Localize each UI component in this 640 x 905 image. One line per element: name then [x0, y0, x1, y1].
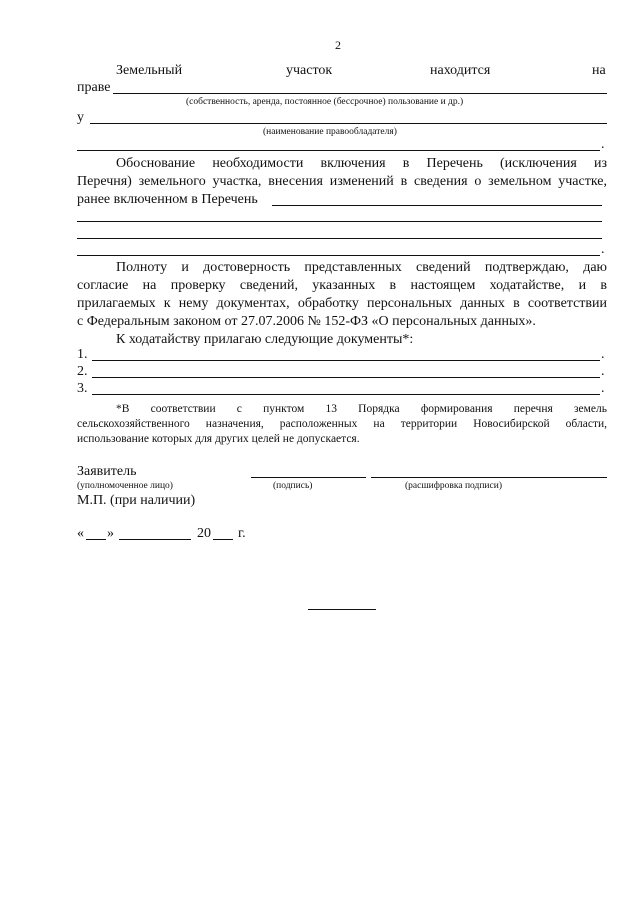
decoding-caption: (расшифровка подписи)	[405, 481, 502, 491]
justification-field-4[interactable]	[77, 255, 600, 256]
footnote-line-2: сельскохозяйственного назначения, расположенных на территории Новосибирской области,	[77, 418, 607, 430]
land-word-3: находится	[430, 63, 491, 78]
consent-line-2: согласие на проверку сведений, указанных в настоящем ходатайстве, и в	[77, 278, 607, 293]
signature-decoding-field[interactable]	[371, 477, 607, 478]
attachment-field-1[interactable]	[92, 360, 600, 361]
signature-caption: (подпись)	[273, 481, 313, 491]
justification-line-2: Перечня) земельного участка, внесения изменений в сведения о земельном участке,	[77, 174, 607, 189]
attachments-intro: К ходатайству прилагаю следующие документы*:	[116, 332, 414, 347]
holder-caption: (наименование правообладателя)	[263, 127, 397, 137]
attachment-end-1: .	[601, 347, 605, 362]
footnote-line-3: использование которых для других целей не допускается.	[77, 433, 360, 445]
right-type-caption: (собственность, аренда, постоянное (бессрочное) пользование и др.)	[186, 97, 464, 107]
land-word-1: Земельный	[116, 63, 183, 78]
land-word-2: участок	[286, 63, 333, 78]
justification-field-2[interactable]	[77, 221, 602, 222]
closing-separator	[308, 609, 376, 610]
land-word-4: на	[592, 63, 606, 78]
right-prefix: праве	[77, 80, 111, 95]
date-month-field[interactable]	[119, 539, 191, 540]
page-number: 2	[335, 38, 341, 52]
right-type-field[interactable]	[113, 93, 607, 94]
justification-end: .	[601, 242, 605, 257]
date-year-prefix: 20	[197, 526, 211, 541]
holder-line-end: .	[601, 137, 605, 152]
attachment-number-1: 1.	[77, 347, 88, 362]
attachment-end-2: .	[601, 364, 605, 379]
date-year-suffix: г.	[238, 526, 246, 541]
justification-field-1[interactable]	[272, 205, 602, 206]
justification-line-1: Обоснование необходимости включения в Перечень (исключения из	[116, 156, 607, 171]
consent-line-1: Полноту и достоверность представленных сведений подтверждаю, даю	[116, 260, 607, 275]
justification-line-3: ранее включенном в Перечень	[77, 192, 258, 207]
applicant-label: Заявитель	[77, 464, 137, 479]
attachment-field-3[interactable]	[92, 394, 600, 395]
signature-field[interactable]	[251, 477, 366, 478]
consent-line-3: прилагаемых к нему документах, обработку персональных данных в соответствии	[77, 296, 607, 311]
justification-field-3[interactable]	[77, 238, 602, 239]
attachment-end-3: .	[601, 381, 605, 396]
attachment-number-2: 2.	[77, 364, 88, 379]
attachment-number-3: 3.	[77, 381, 88, 396]
footnote-line-1: *В соответствии с пунктом 13 Порядка формирования перечня земель	[116, 403, 607, 415]
consent-line-4: с Федеральным законом от 27.07.2006 № 152-ФЗ «О персональных данных».	[77, 314, 536, 329]
holder-extra-field[interactable]	[77, 150, 600, 151]
date-close-quote: »	[107, 526, 114, 541]
attachment-field-2[interactable]	[92, 377, 600, 378]
date-day-field[interactable]	[86, 539, 106, 540]
applicant-caption: (уполномоченное лицо)	[77, 481, 173, 491]
date-open-quote: «	[77, 526, 84, 541]
date-year-field[interactable]	[213, 539, 233, 540]
stamp-label: М.П. (при наличии)	[77, 493, 196, 508]
holder-prefix: у	[77, 110, 84, 125]
holder-name-field[interactable]	[90, 123, 607, 124]
